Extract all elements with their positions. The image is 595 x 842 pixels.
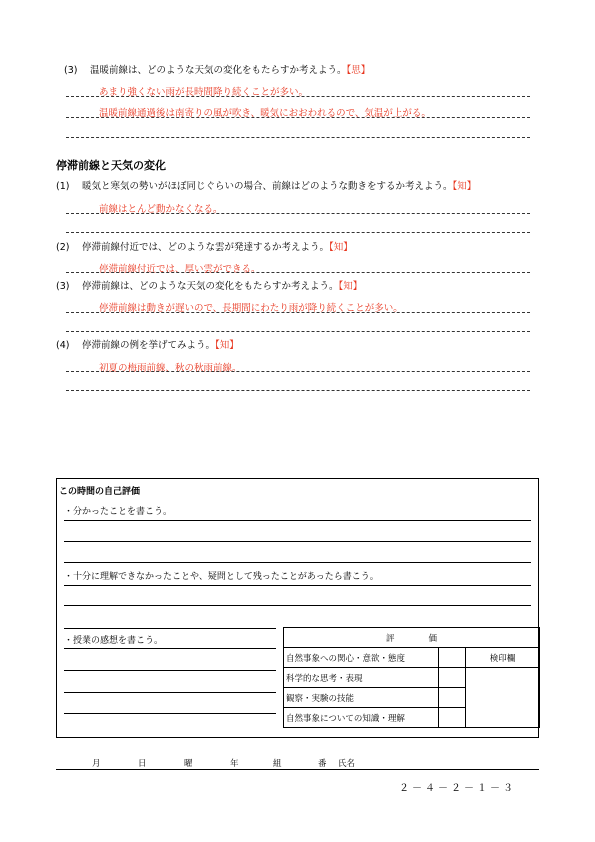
rating-cell[interactable]	[439, 688, 466, 708]
criterion-thinking: 科学的な思考・表現	[284, 668, 439, 688]
answer-line: 初夏の梅雨前線、秋の秋雨前線。	[99, 363, 242, 374]
prompt-understood: ・分かったことを書こう。	[64, 507, 173, 517]
writing-line[interactable]	[64, 605, 531, 606]
evaluation-table	[283, 627, 540, 728]
prompt-impressions: ・授業の感想を書こう。	[64, 636, 164, 646]
answer-rule	[66, 312, 530, 313]
rating-cell[interactable]	[439, 668, 466, 688]
question-text: 停滞前線の例を挙げてみよう。	[82, 340, 216, 351]
category-tag: 【思】	[346, 65, 371, 76]
writing-line[interactable]	[64, 713, 276, 714]
category-tag: 【知】	[215, 340, 239, 351]
month-label: 月	[92, 759, 101, 769]
prompt-questions: ・十分に理解できなかったことや、疑問として残ったことがあったら書こう。	[64, 572, 379, 582]
question-number: (2)	[56, 242, 70, 253]
answer-rule	[66, 96, 530, 97]
answer-line: 前線はとんど動かなくなる。	[99, 204, 223, 215]
criterion-skills: 観察・実験の技能	[284, 688, 439, 708]
answer-rule	[66, 213, 530, 214]
category-tag: 【知】	[329, 242, 353, 253]
writing-line[interactable]	[64, 562, 531, 563]
writing-line[interactable]	[64, 585, 531, 586]
writing-line[interactable]	[64, 541, 531, 542]
criterion-interest: 自然事象への関心・意欲・態度	[284, 648, 439, 668]
answer-rule	[66, 371, 530, 372]
category-tag: 【知】	[338, 281, 363, 292]
question-number: (3)	[64, 65, 78, 76]
question-text: 停滞前線付近では、どのような雲が発達するか考えよう。	[82, 242, 330, 253]
answer-rule	[66, 232, 530, 233]
self-evaluation-title: この時間の自己評価	[59, 487, 141, 497]
question-4	[56, 337, 239, 351]
category-tag: 【知】	[452, 181, 477, 192]
writing-line[interactable]	[64, 670, 276, 671]
question-text: 停滞前線は、どのような天気の変化をもたらすか考えよう。	[82, 281, 339, 292]
rating-cell[interactable]	[439, 648, 466, 668]
answer-line: 停滞前線付近では、厚い雲ができる。	[99, 264, 261, 275]
question-3-warm-front	[64, 62, 370, 76]
answer-rule	[66, 117, 530, 118]
grade-label: 年	[230, 759, 239, 769]
day-label: 日	[138, 759, 147, 769]
writing-line[interactable]	[64, 648, 276, 649]
question-2	[56, 239, 353, 253]
question-number: (3)	[56, 281, 70, 292]
number-label: 番	[318, 759, 327, 769]
question-text: 暖気と寒気の勢いがほぼ同じぐらいの場合、前線はどのような動きをするか考えよう。	[82, 181, 453, 192]
name-underline	[56, 769, 539, 770]
question-number: (1)	[56, 181, 70, 192]
question-3	[56, 278, 362, 292]
criterion-knowledge: 自然事象についての知識・理解	[284, 708, 439, 728]
stamp-label: 検印欄	[466, 648, 540, 668]
question-text: 温暖前線は、どのような天気の変化をもたらすか考えよう。	[90, 65, 347, 76]
stamp-box[interactable]	[466, 668, 540, 728]
answer-rule	[66, 331, 530, 332]
weekday-label: 曜	[184, 759, 193, 769]
class-label: 組	[273, 759, 282, 769]
answer-rule	[66, 390, 530, 391]
question-number: (4)	[56, 340, 70, 351]
name-label: 氏名	[338, 759, 356, 769]
page-code: ２－４－２－１－３	[399, 783, 516, 794]
writing-line[interactable]	[64, 520, 531, 521]
writing-line[interactable]	[64, 628, 276, 629]
rating-cell[interactable]	[439, 708, 466, 728]
answer-line: 停滞前線は動きが遅いので、長期間にわたり雨が降り続くことが多い。	[99, 303, 403, 314]
answer-line-1: あまり強くない雨が長時間降り続くことが多い。	[99, 87, 309, 98]
writing-line[interactable]	[64, 692, 276, 693]
answer-rule	[66, 137, 530, 138]
answer-rule	[66, 272, 530, 273]
evaluation-header: 評 価	[284, 628, 540, 648]
section-heading: 停滞前線と天気の変化	[56, 159, 166, 172]
question-1	[56, 178, 476, 192]
answer-line-2: 温暖前線通過後は南寄りの風が吹き、暖気におおわれるので、気温が上がる。	[99, 108, 431, 119]
